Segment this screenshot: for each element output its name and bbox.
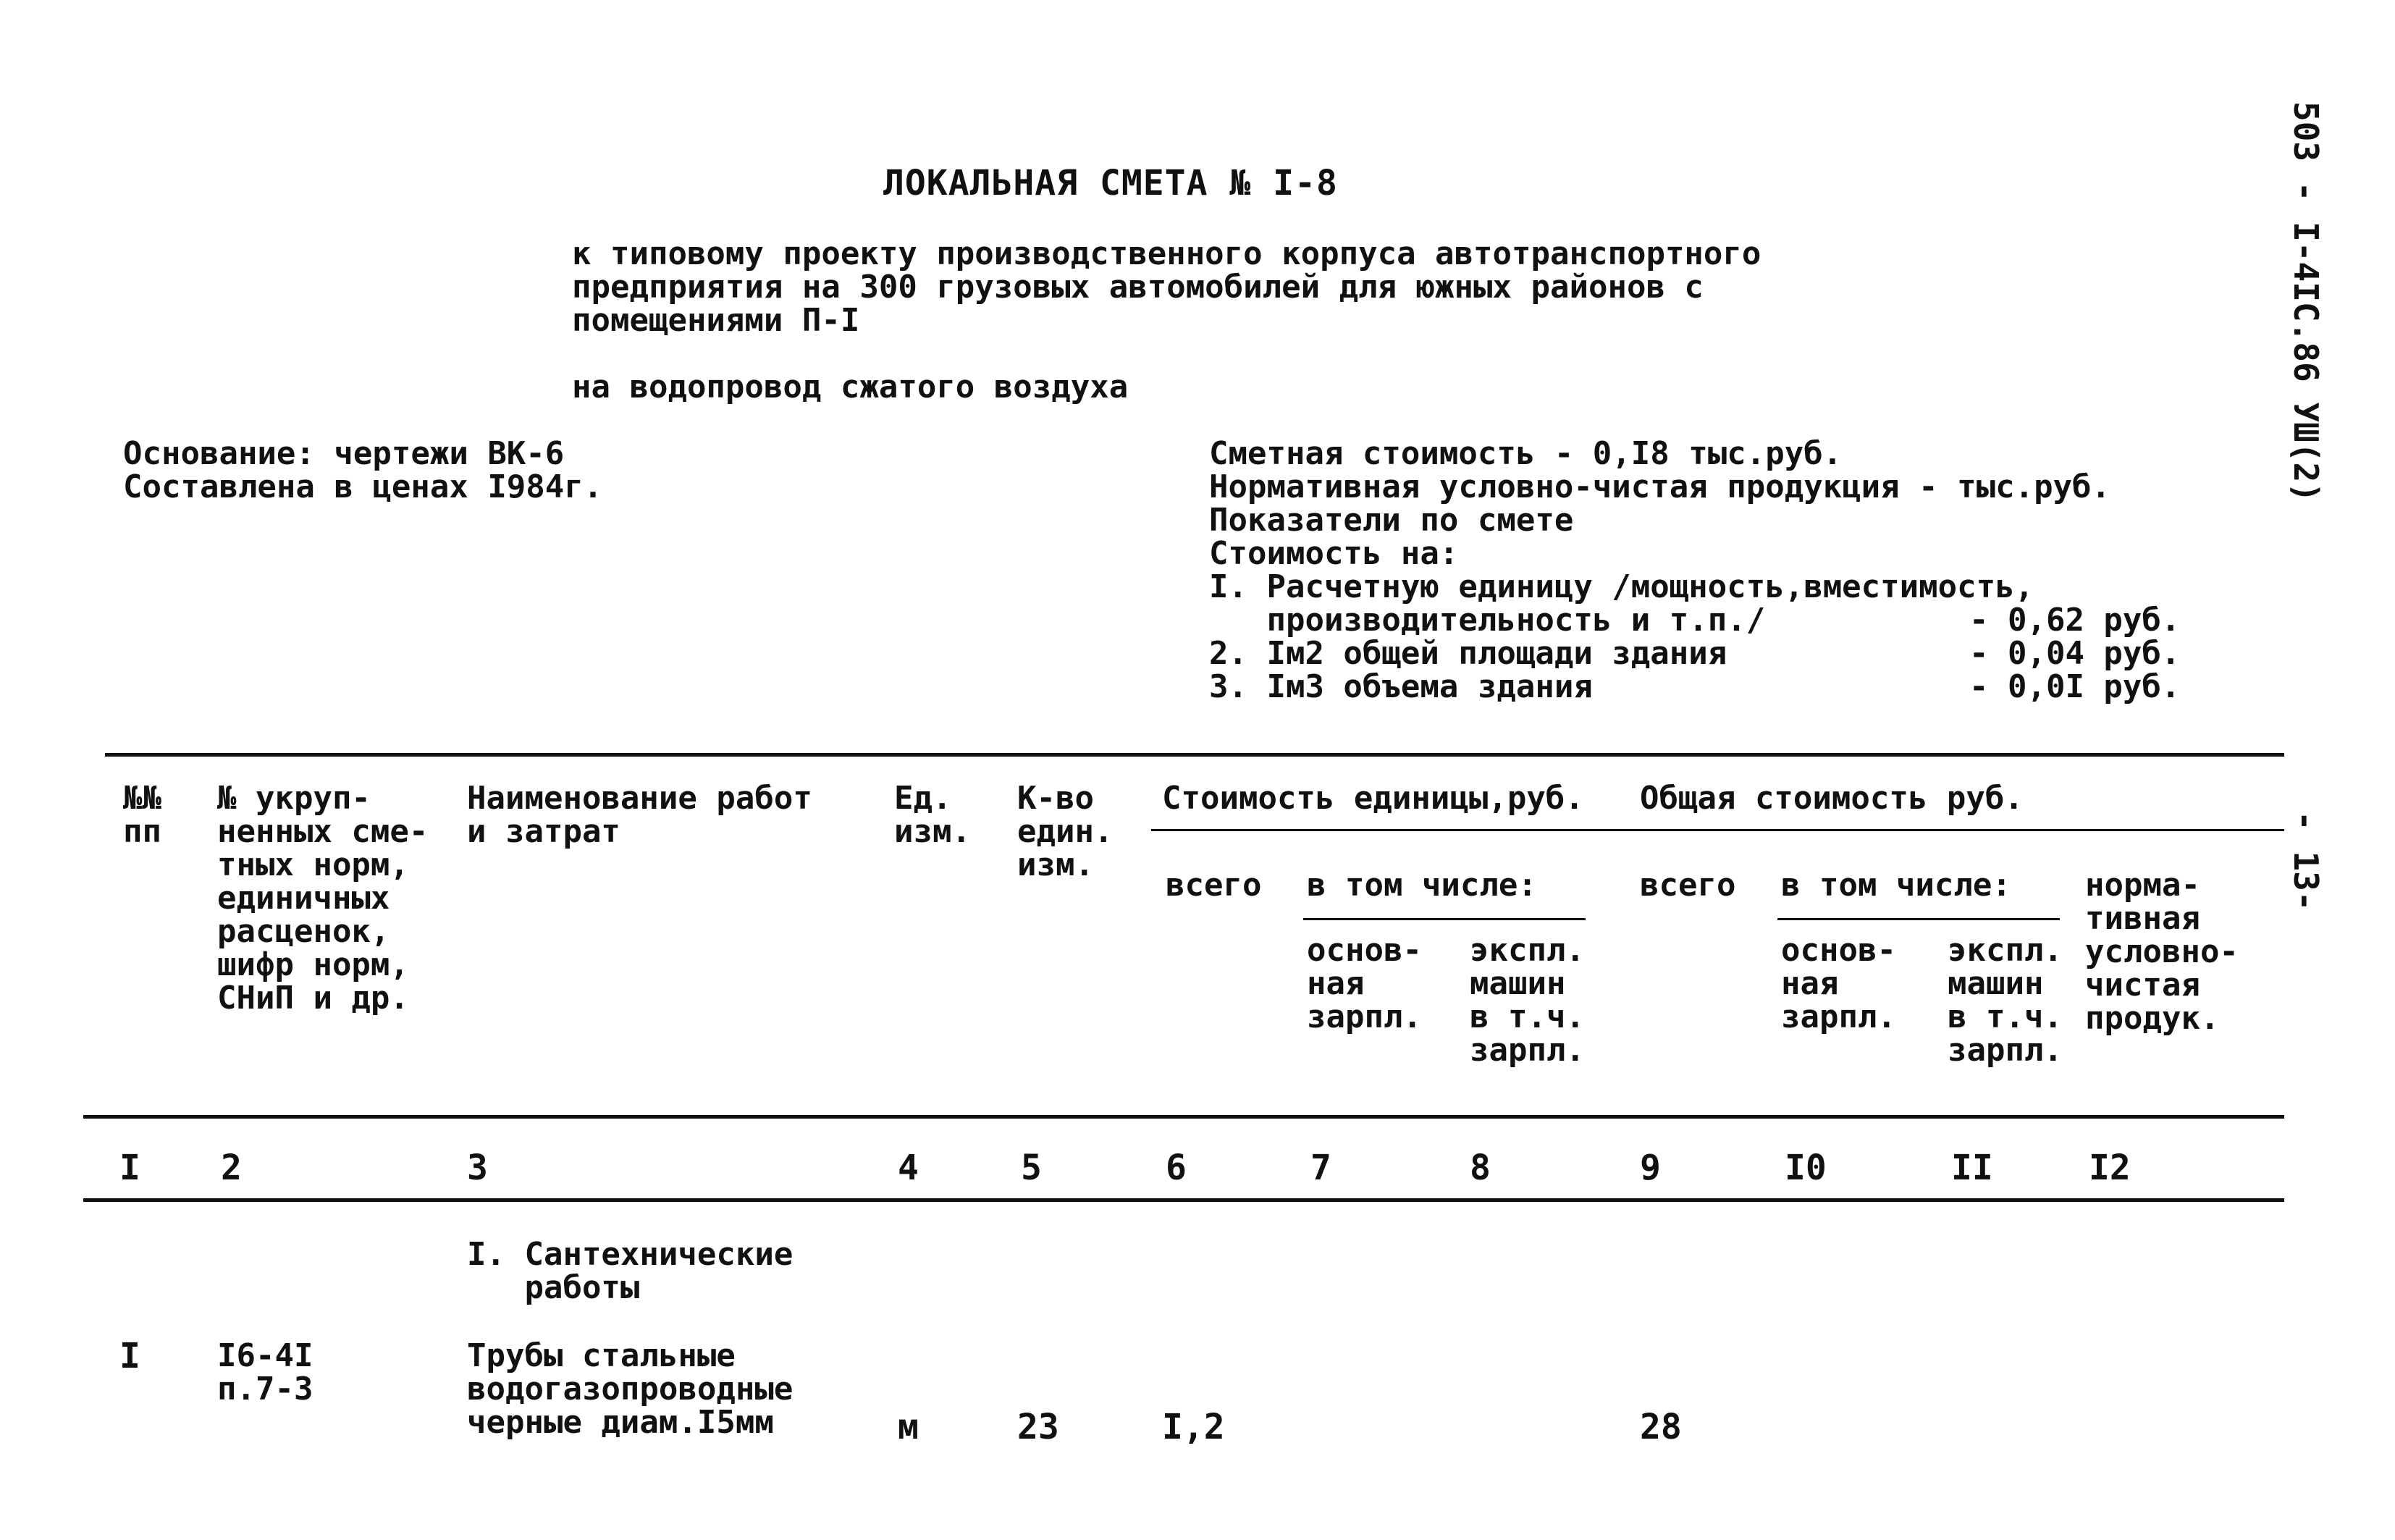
header-norm-product: норма- тивная условно- чистая продук. [2085,867,2239,1037]
subtitle-line: к типовому проекту производственного корпуса автотранспортного [572,235,1761,272]
subtitle [572,237,1761,337]
indicator-value: - 0,04 руб. [1969,635,2181,672]
indicator-label: 3. Iм3 объема здания [1209,668,1593,705]
header-row-number: №№ пп [123,780,161,850]
table-top-rule [105,753,2284,757]
subtitle-line: помещениями П-I [572,302,860,339]
header-total-machines: экспл. машин в т.ч. зарпл. [1948,932,2063,1069]
row-work-name: Трубы стальные водогазопроводные черные диам.I5мм [467,1337,794,1441]
side-document-code: 503 - I-4IC.86 УШ(2) [2286,101,2325,502]
indicator-label: 2. Iм2 общей площади здания [1209,635,1727,672]
section-heading: I. Сантехнические работы [467,1236,794,1306]
group-header-rule [1151,829,2284,831]
row-unit-cost: I,2 [1162,1407,1225,1447]
header-norm-code: № укруп- ненных сме- тных норм, единичных расценок, шифр норм, СНиП и др. [217,780,429,1017]
basis-prices: Составлена в ценах I984г. [123,468,603,505]
header-unit-all: всего [1166,867,1262,904]
row-total-cost: 28 [1640,1407,1682,1447]
total-incl-rule [1777,918,2060,920]
basis-drawings: Основание: чертежи ВК-6 [123,435,565,472]
row-norm-code: I6-4I п.7-3 [217,1337,313,1408]
cost-on-heading: Стоимость на: [1209,535,1459,572]
header-total-cost-group: Общая стоимость руб. [1640,780,2024,817]
column-number: 8 [1470,1148,1491,1188]
header-work-name: Наименование работ и затрат [467,780,812,850]
row-quantity: 23 [1017,1407,1059,1447]
header-total-all: всего [1640,867,1736,904]
estimate-subject: на водопровод сжатого воздуха [572,369,1129,405]
header-unit-base-salary: основ- ная зарпл. [1307,932,1422,1035]
column-number: 4 [898,1148,919,1188]
column-number: 6 [1166,1148,1187,1188]
header-unit-incl: в том числе: [1307,867,1537,904]
column-numbers-rule [83,1198,2284,1202]
header-unit-cost-group: Стоимость единицы,руб. [1162,780,1584,817]
indicator-value: - 0,0I руб. [1969,668,2181,705]
row-number: I [119,1336,140,1376]
document-title: ЛОКАЛЬНАЯ СМЕТА № I-8 [883,163,1338,203]
indicator-value: - 0,62 руб. [1969,602,2181,639]
column-number: I2 [2089,1148,2131,1188]
page-number: - 13- [2286,811,2325,912]
unit-incl-rule [1303,918,1586,920]
header-quantity: К-во един. изм. [1017,780,1114,883]
column-number: I0 [1785,1148,1827,1188]
row-unit: м [898,1407,919,1447]
indicators-heading: Показатели по смете [1209,502,1574,539]
column-number: I [119,1148,140,1188]
header-total-incl: в том числе: [1781,867,2011,904]
normative-product: Нормативная условно-чистая продукция - тыс.руб. [1209,468,2111,505]
header-unit-machines: экспл. машин в т.ч. зарпл. [1470,932,1585,1069]
estimated-cost: Сметная стоимость - 0,I8 тыс.руб. [1209,435,1843,472]
column-number: 2 [221,1148,242,1188]
column-number: II [1951,1148,1993,1188]
column-number: 7 [1310,1148,1331,1188]
header-total-base-salary: основ- ная зарпл. [1781,932,1896,1035]
column-number: 5 [1021,1148,1042,1188]
column-number: 3 [467,1148,488,1188]
subtitle-line: предприятия на 300 грузовых автомобилей для южных районов с [572,269,1704,306]
header-unit: Ед. изм. [894,780,971,850]
column-number: 9 [1640,1148,1661,1188]
indicator-label: I. Расчетную единицу /мощность,вместимость, производительность и т.п./ [1209,568,2034,639]
header-bottom-rule [83,1115,2284,1119]
